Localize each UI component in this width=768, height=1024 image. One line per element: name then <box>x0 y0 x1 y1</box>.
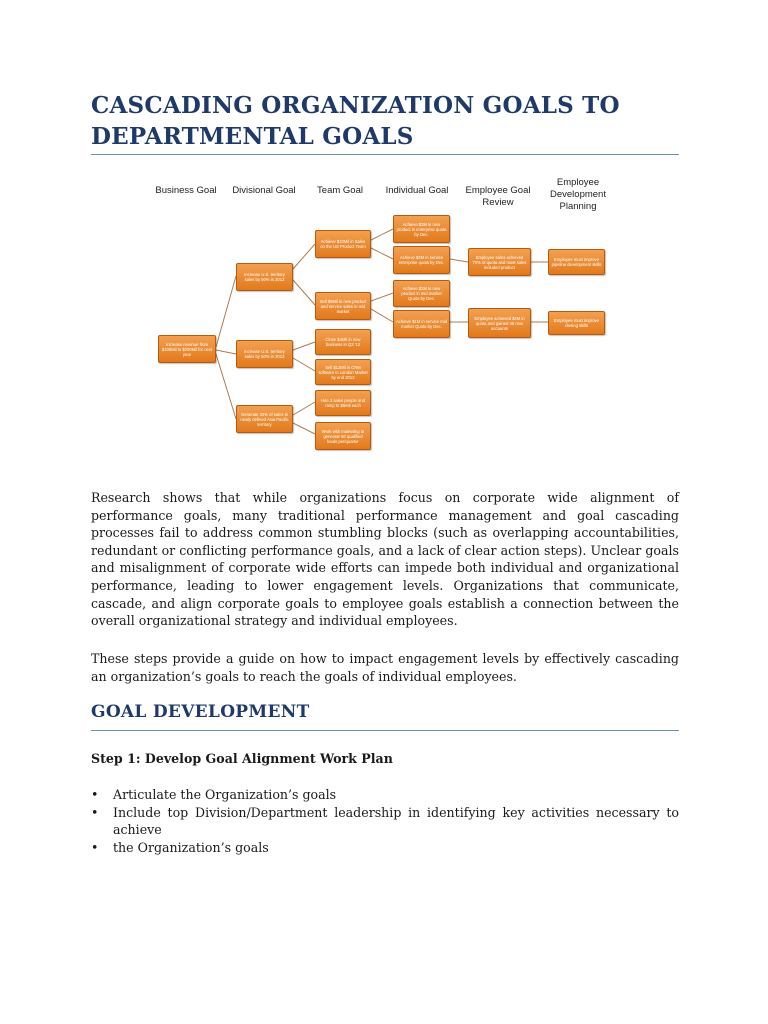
header-employee-development-planning: Employee Development Planning <box>550 177 606 212</box>
connector <box>371 293 393 301</box>
goal-cascade-diagram <box>140 172 620 462</box>
connector <box>371 248 393 259</box>
list-item: • Articulate the Organization’s goals <box>91 787 337 802</box>
connector <box>293 358 315 371</box>
employee-goal-review-node: Employee achieved $4M in quota and gained 45 new accounts <box>468 308 531 338</box>
employee-development-node: Employee must improve closing skills <box>548 311 605 335</box>
divisional-goal-node: Increase U.S. territory sales by 50% in 2012 <box>236 340 293 368</box>
connector <box>371 229 393 240</box>
connector <box>293 280 315 305</box>
business-goal-node: Increase revenue from $100Mil to $200Mil for next year <box>158 335 216 363</box>
connector <box>216 350 236 354</box>
team-goal-node: Sell $5Mil in new product and service sales in mid market <box>315 292 371 320</box>
page-title: CASCADING ORGANIZATION GOALS TO DEPARTMENTAL GOALS <box>91 92 620 150</box>
bullet-glyph: • <box>91 787 99 802</box>
connector <box>216 354 236 419</box>
header-business-goal: Business Goal <box>155 185 217 196</box>
header-employee-goal-review: Employee Goal Review <box>465 185 531 208</box>
team-goal-node: Work with marketing to generate 50 qualified leads per/quarter <box>315 422 371 450</box>
individual-goal-node: Achieve $2M in new product in mid market Quota by Dec. <box>393 280 450 307</box>
connector <box>293 244 315 269</box>
bullet-glyph: • <box>91 839 99 855</box>
header-individual-goal: Individual Goal <box>385 185 449 196</box>
list-item: • the Organization’s goals <box>91 839 269 855</box>
employee-development-node: Employee must improve pipeline development skills <box>548 249 605 275</box>
header-divisional-goal: Divisional Goal <box>232 185 296 196</box>
team-goal-node: Achieve $10Mil in Sales on the US Product Team <box>315 230 371 258</box>
section-heading: GOAL DEVELOPMENT <box>91 702 310 722</box>
bullet-list <box>91 786 679 856</box>
connector <box>450 259 468 262</box>
team-goal-node: Sell $12Mil in CRM software in London Market by end 2012 <box>315 359 371 385</box>
connector <box>293 342 315 350</box>
title-divider <box>91 154 679 155</box>
section-divider <box>91 730 679 731</box>
individual-goal-node: Achieve $2M in service enterprise quota by Dec. <box>393 246 450 274</box>
steps-intro-paragraph: These steps provide a guide on how to impact engagement levels by effectively cascading an organization’s goals to reach the goals of individual employees. <box>91 651 679 684</box>
individual-goal-node: Achieve $1M in service mid market Quota by Dec. <box>393 310 450 338</box>
divisional-goal-node: Increase U.S. territory sales by 50% in 2012 <box>236 263 293 291</box>
team-goal-node: Hire 3 sales people and ramp to $6Mil each <box>315 390 371 416</box>
connector <box>293 423 315 434</box>
list-item: • Include top Division/Department leadership in identifying key activities necessary to achieve <box>91 804 679 838</box>
connector <box>216 276 236 347</box>
team-goal-node: Close $4Mil in new business in Q3 '12 <box>315 329 371 355</box>
bullet-glyph: • <box>91 804 99 820</box>
employee-goal-review-node: Employee sales achieved 70% of quota and most sales included product <box>468 248 531 276</box>
header-team-goal: Team Goal <box>317 185 363 196</box>
divisional-goal-node: Generate 20% of sales in newly defined Asia Pacific territory <box>236 405 293 433</box>
individual-goal-node: Achieve $3M in new product in enterprise quota by Dec. <box>393 215 450 243</box>
connector <box>371 309 393 322</box>
step-heading: Step 1: Develop Goal Alignment Work Plan <box>91 751 393 766</box>
intro-paragraph: Research shows that while organizations focus on corporate wide alignment of performance goals, many traditional performance management and goal cascading processes fail to address common stumbling blocks (such as overlapping accountabilities, redundant or conflicting performance goals, and a lack of clear action steps). Unclear goals and misalignment of corporate wide efforts can impede both individual and organizational performance, leading to lower engagement levels. Organizations that communicate, cascade, and align corporate goals to employee goals establish a connection between the overall organizational strategy and individual employees. <box>91 490 679 629</box>
connector <box>293 402 315 415</box>
